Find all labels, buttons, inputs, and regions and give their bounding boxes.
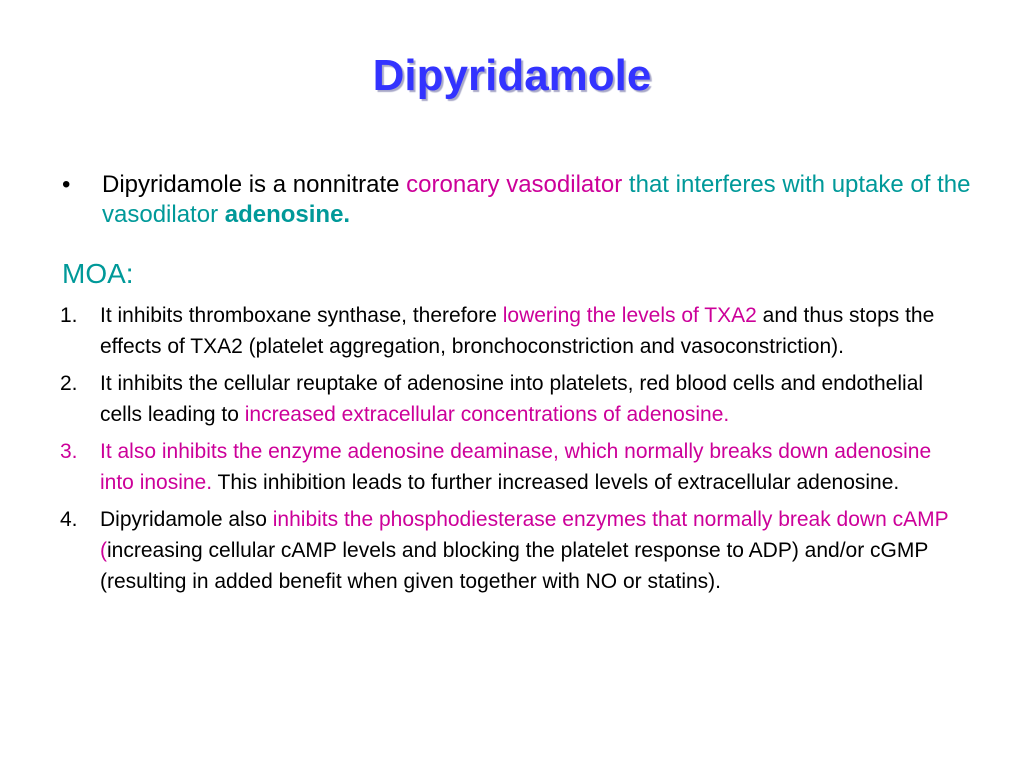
moa-item-1-number: 1.	[60, 304, 78, 327]
moa-item-1-part1: It inhibits thromboxane synthase, therefore	[100, 304, 503, 327]
moa-item-4-number: 4.	[60, 508, 78, 531]
moa-item-2-text	[100, 368, 970, 430]
moa-item-4	[60, 504, 970, 597]
moa-item-4-part3: increasing cellular cAMP levels and blocking the platelet response to ADP) and/or cGMP (resulting in added benefit when given together with NO or statins).	[100, 539, 928, 593]
intro-text-adenosine: adenosine.	[224, 201, 351, 228]
moa-item-1-highlight: lowering the levels of TXA2	[502, 304, 757, 327]
moa-item-3-number: 3.	[60, 440, 78, 463]
intro-bullet	[60, 170, 980, 230]
moa-item-3-part2: This inhibition leads to further increased levels of extracellular adenosine.	[212, 471, 900, 494]
moa-item-1-part3: and thus stops the effects of TXA2 (platelet aggregation, bronchoconstriction and vasoconstriction).	[100, 304, 935, 358]
moa-item-3-text	[100, 436, 970, 498]
intro-bullet-row	[60, 170, 980, 230]
moa-item-2-part1: It inhibits the cellular reuptake of adenosine into platelets, red blood cells and endothelial cells leading to	[100, 372, 924, 426]
moa-item-2	[60, 368, 970, 430]
moa-item-4-part1: Dipyridamole also	[100, 508, 273, 531]
intro-bullet-text	[102, 170, 980, 230]
slide-title: Dipyridamole	[372, 51, 652, 100]
intro-text-part1: Dipyridamole is a nonnitrate	[102, 171, 407, 198]
moa-item-4-text	[100, 504, 970, 597]
intro-text-part3: that interferes with uptake of the vasodilator	[102, 171, 971, 228]
intro-text-coronary-vasodilator: coronary vasodilator	[406, 171, 623, 198]
moa-list	[60, 300, 970, 603]
bullet-dot-icon: •	[62, 171, 71, 198]
moa-heading: MOA:	[62, 258, 134, 289]
moa-item-3-highlight: It also inhibits the enzyme adenosine deaminase, which normally breaks down adenosine into inosine.	[100, 440, 932, 494]
moa-item-1-text	[100, 300, 970, 362]
moa-item-3	[60, 436, 970, 498]
moa-item-4-highlight: inhibits the phosphodiesterase enzymes that normally break down cAMP (	[100, 508, 949, 562]
moa-item-1	[60, 300, 970, 362]
moa-item-2-number: 2.	[60, 372, 78, 395]
moa-item-2-highlight: increased extracellular concentrations of adenosine.	[244, 403, 730, 426]
